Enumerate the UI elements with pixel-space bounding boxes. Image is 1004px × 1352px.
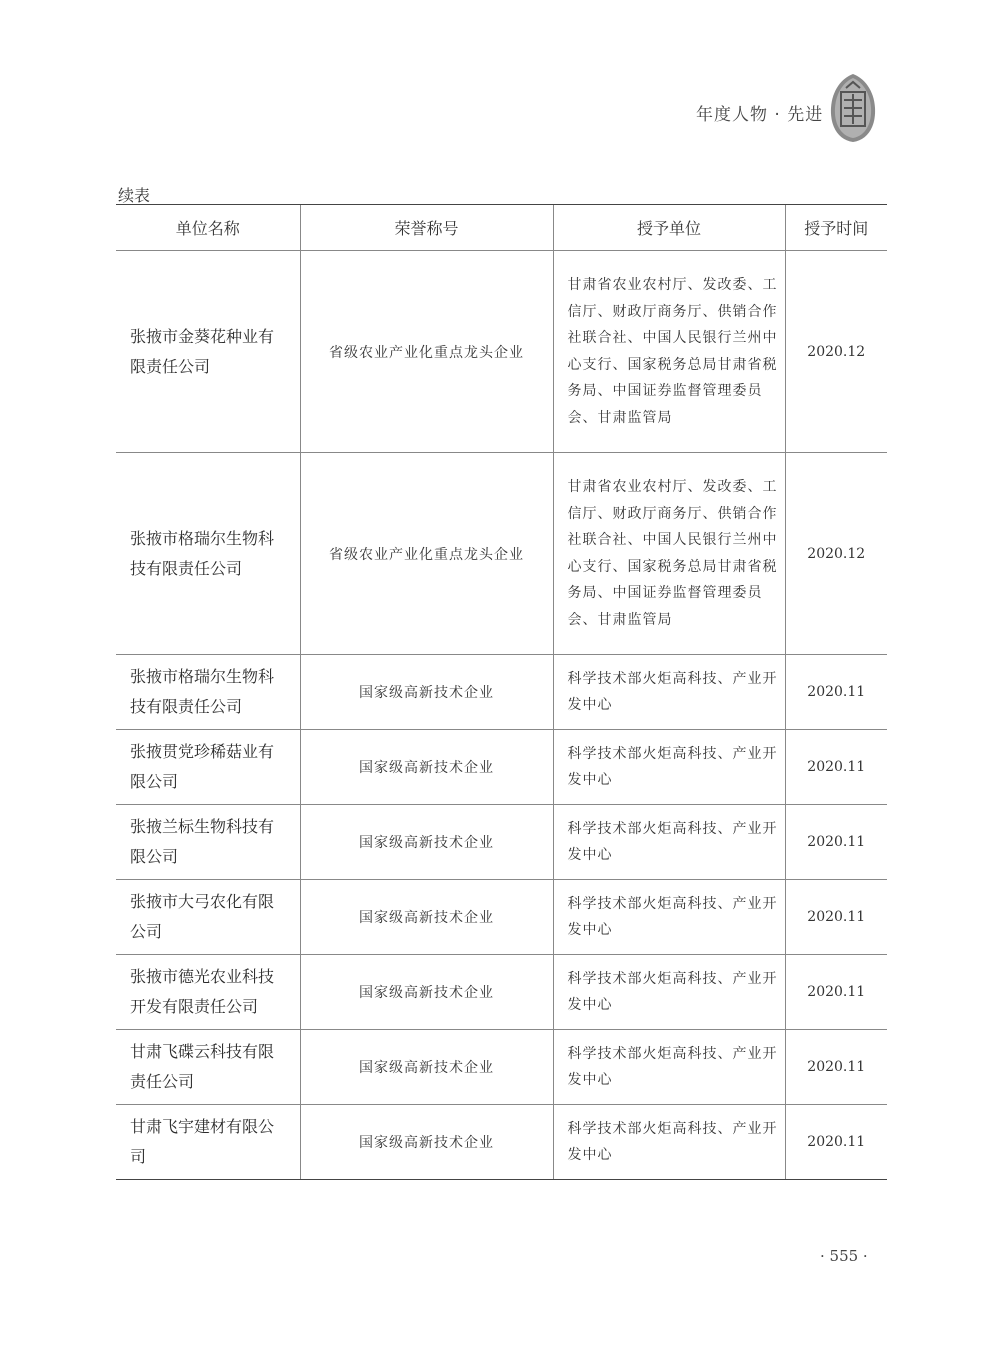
time-cell: 2020.11: [785, 730, 887, 805]
column-header-honor: 荣誉称号: [300, 205, 553, 251]
grantor-cell: 科学技术部火炬高科技、产业开发中心: [553, 1030, 785, 1105]
table-row: [116, 453, 887, 655]
unit-cell: 张掖市格瑞尔生物科技有限责任公司: [116, 453, 300, 655]
grantor-cell: 甘肃省农业农村厅、发改委、工信厅、财政厅商务厅、供销合作社联合社、中国人民银行兰州中心支行、国家税务总局甘肃省税务局、中国证券监督管理委员会、甘肃监管局: [553, 251, 785, 453]
unit-cell: 甘肃飞碟云科技有限责任公司: [116, 1030, 300, 1105]
time-cell: 2020.12: [785, 453, 887, 655]
unit-cell: 张掖贯党珍稀菇业有限公司: [116, 730, 300, 805]
time-cell: 2020.11: [785, 1030, 887, 1105]
honor-cell: 国家级高新技术企业: [300, 805, 553, 880]
honor-cell: 省级农业产业化重点龙头企业: [300, 251, 553, 453]
table-row: [116, 251, 887, 453]
seal-emblem-icon: [828, 72, 878, 144]
column-header-grantor: 授予单位: [553, 205, 785, 251]
honor-cell: 国家级高新技术企业: [300, 955, 553, 1030]
unit-cell: 张掖兰标生物科技有限公司: [116, 805, 300, 880]
table-row: [116, 1105, 887, 1180]
honor-cell: 国家级高新技术企业: [300, 1105, 553, 1180]
grantor-cell: 科学技术部火炬高科技、产业开发中心: [553, 1105, 785, 1180]
honor-cell: 国家级高新技术企业: [300, 655, 553, 730]
unit-cell: 张掖市格瑞尔生物科技有限责任公司: [116, 655, 300, 730]
table-row: [116, 730, 887, 805]
honor-cell: 国家级高新技术企业: [300, 880, 553, 955]
time-cell: 2020.11: [785, 880, 887, 955]
honors-table: [116, 204, 887, 1180]
table-row: [116, 1030, 887, 1105]
grantor-cell: 科学技术部火炬高科技、产业开发中心: [553, 655, 785, 730]
table-row: [116, 955, 887, 1030]
column-header-time: 授予时间: [785, 205, 887, 251]
table-header-row: [116, 205, 887, 251]
table-caption: 续表: [118, 186, 151, 205]
unit-cell: 张掖市大弓农化有限公司: [116, 880, 300, 955]
honor-cell: 国家级高新技术企业: [300, 1030, 553, 1105]
unit-cell: 张掖市德光农业科技开发有限责任公司: [116, 955, 300, 1030]
grantor-cell: 科学技术部火炬高科技、产业开发中心: [553, 805, 785, 880]
running-header-title: 年度人物 · 先进: [696, 105, 824, 125]
time-cell: 2020.12: [785, 251, 887, 453]
page-number: · 555 ·: [820, 1247, 868, 1265]
grantor-cell: 科学技术部火炬高科技、产业开发中心: [553, 955, 785, 1030]
grantor-cell: 科学技术部火炬高科技、产业开发中心: [553, 730, 785, 805]
grantor-cell: 甘肃省农业农村厅、发改委、工信厅、财政厅商务厅、供销合作社联合社、中国人民银行兰州中心支行、国家税务总局甘肃省税务局、中国证券监督管理委员会、甘肃监管局: [553, 453, 785, 655]
unit-cell: 张掖市金葵花种业有限责任公司: [116, 251, 300, 453]
honor-cell: 省级农业产业化重点龙头企业: [300, 453, 553, 655]
table-row: [116, 805, 887, 880]
time-cell: 2020.11: [785, 805, 887, 880]
time-cell: 2020.11: [785, 955, 887, 1030]
table-row: [116, 880, 887, 955]
honor-cell: 国家级高新技术企业: [300, 730, 553, 805]
time-cell: 2020.11: [785, 655, 887, 730]
unit-cell: 甘肃飞宇建材有限公司: [116, 1105, 300, 1180]
time-cell: 2020.11: [785, 1105, 887, 1180]
table-row: [116, 655, 887, 730]
grantor-cell: 科学技术部火炬高科技、产业开发中心: [553, 880, 785, 955]
column-header-unit: 单位名称: [116, 205, 300, 251]
